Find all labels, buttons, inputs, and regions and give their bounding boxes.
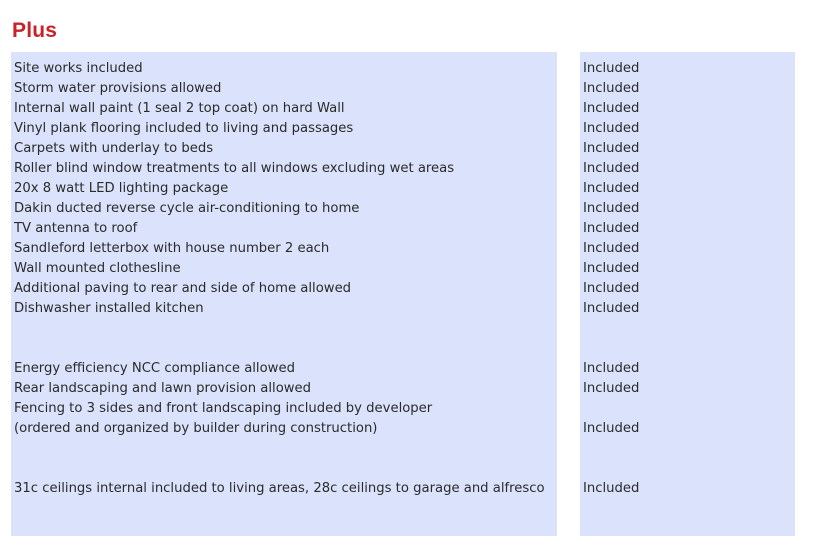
- item-status: Included: [583, 221, 640, 236]
- item-description: TV antenna to roof: [14, 221, 138, 236]
- item-description: Dishwasher installed kitchen: [14, 301, 204, 316]
- item-description: Wall mounted clothesline: [14, 261, 181, 276]
- item-status: Included: [583, 301, 640, 316]
- item-description: Additional paving to rear and side of home allowed: [14, 281, 352, 296]
- item-status: Included: [583, 161, 640, 176]
- item-description: Carpets with underlay to beds: [14, 141, 214, 156]
- item-description: Dakin ducted reverse cycle air-conditioning to home: [14, 201, 360, 216]
- item-status: Included: [583, 121, 640, 136]
- item-status: Included: [583, 381, 640, 396]
- item-description: 20x 8 watt LED lighting package: [14, 181, 229, 196]
- item-status: Included: [583, 361, 640, 376]
- status-column: [580, 52, 795, 536]
- description-column: [11, 52, 557, 536]
- item-status: Included: [583, 241, 640, 256]
- item-description: (ordered and organized by builder during construction): [14, 421, 378, 436]
- item-description: Storm water provisions allowed: [14, 81, 222, 96]
- item-description: Vinyl plank flooring included to living and passages: [14, 121, 354, 136]
- item-description: Internal wall paint (1 seal 2 top coat) on hard Wall: [14, 101, 345, 116]
- item-status: Included: [583, 141, 640, 156]
- item-description: 31c ceilings internal included to living areas, 28c ceilings to garage and alfresco: [14, 481, 545, 496]
- item-description: Fencing to 3 sides and front landscaping included by developer: [14, 401, 433, 416]
- item-status: Included: [583, 201, 640, 216]
- section-title: Plus: [12, 19, 58, 42]
- item-status: Included: [583, 281, 640, 296]
- item-description: Sandleford letterbox with house number 2 each: [14, 241, 330, 256]
- item-status: Included: [583, 61, 640, 76]
- item-status: Included: [583, 261, 640, 276]
- item-status: Included: [583, 481, 640, 496]
- item-description: Site works included: [14, 61, 143, 76]
- item-description: Energy efficiency NCC compliance allowed: [14, 361, 295, 376]
- item-status: Included: [583, 421, 640, 436]
- item-status: Included: [583, 81, 640, 96]
- item-description: Rear landscaping and lawn provision allowed: [14, 381, 312, 396]
- item-status: Included: [583, 181, 640, 196]
- item-status: Included: [583, 101, 640, 116]
- item-description: Roller blind window treatments to all windows excluding wet areas: [14, 161, 455, 176]
